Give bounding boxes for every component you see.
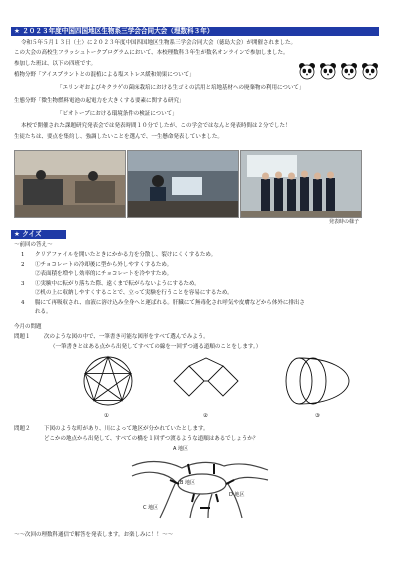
problem1-label: 問題１	[14, 334, 31, 340]
article-line: 生態分野「微生物燃料電池の起電力を大きくする要素に関する研究」	[14, 98, 185, 104]
figure-pentagram	[78, 354, 138, 408]
photo-presentation-3	[240, 150, 362, 218]
figure-diamonds	[171, 356, 241, 406]
photo-presentation-1	[14, 150, 126, 218]
answer-text: ②表面積を増やし効率的にチョコレートを冷やすため。	[35, 271, 173, 277]
answer-number: 2	[21, 262, 25, 268]
map-label-c: C 地区	[143, 505, 159, 511]
problem2-label: 問題２	[14, 426, 31, 432]
answer-number: 4	[21, 300, 25, 306]
today-problem-heading: 今月の問題	[14, 324, 42, 330]
map-label-d: D 地区	[229, 492, 245, 498]
answer-number: 1	[21, 252, 25, 258]
problem1-text: 次のような図の中で、一筆書き可能な図形をすべて選んでみよう。	[44, 334, 209, 340]
panda-icon	[320, 63, 336, 79]
figure-label: ②	[203, 413, 208, 419]
article-line: 本校で開催された課題研究発表会では発表時間１０分でしたが、この学会ではなんと発表時間は２分でした！	[21, 123, 291, 129]
article-line: 「エリンギおよびキクラゲの菌床栽培における生ゴミの活用と培地基材への廃棄物の利用について」	[57, 85, 305, 91]
map-label-b: B 地区	[180, 480, 196, 486]
article-line: 植物分野「アイスプラントとの混植による塩ストレス緩和効果について」	[14, 72, 195, 78]
article-line: この大会の高校生フラッシュトークプログラムにおいて、本校理数科３年生が数名オンラインで参加しました。	[14, 50, 289, 56]
panda-icon	[341, 63, 357, 79]
footer-note: ～～次回の理数科通信で解答を発表します。お楽しみに！！～～	[14, 532, 174, 538]
answer-number: 3	[21, 281, 25, 287]
answer-text: ②机の上に収納しやすくすることで、立って実験を行うことを容易にするため。	[35, 290, 233, 296]
article-line: 生徒たちは、要点を集約し、強調したいことを選んで、一生懸命発表していました。	[14, 134, 223, 140]
article-line: 令和５年５月１３日（土）に２０２３年度中国四国地区生物系三学会合同大会（徳島大会）が開催されました。	[21, 40, 297, 46]
answer-text: ①チョコレートの冷却後に型から外しやすくするため。	[35, 262, 173, 268]
figure-label: ③	[315, 413, 320, 419]
photo-caption: 発表時の様子	[329, 219, 360, 225]
figure-ovals	[283, 354, 351, 408]
map-label-a: A 地区	[173, 446, 189, 452]
section-banner-conference: ★ ２０２３年度中国四国地区生物系三学会合同大会（理数科３年）	[11, 27, 379, 36]
answer-text: ①実験中に転がり落ちた際、遠くまで転がらないようにするため。	[35, 281, 200, 287]
article-line: 参加した班は、以下の四班です。	[14, 61, 97, 67]
panda-icon	[362, 63, 378, 79]
article-line: 「ビオトープにおける環境条件の検証について」	[57, 111, 178, 117]
problem2-text: 下図のような町があり、川によって地区が分かれていたとします。	[44, 426, 209, 432]
previous-answers-heading: ～前回の答え～	[14, 242, 53, 248]
photo-presentation-2	[127, 150, 239, 218]
section-banner-quiz: ★ クイズ	[11, 230, 66, 239]
problem1-note: （一筆書きとはある点から出発してすべての線を一回ずつ通る道順のことをします。）	[50, 344, 262, 350]
panda-icon	[299, 63, 315, 79]
answer-text: れる。	[35, 309, 52, 315]
figure-label: ①	[104, 413, 109, 419]
problem2-text: どこかの地点から出発して、すべての橋を１回ずつ渡るような道順はあるでしょうか？	[44, 436, 259, 442]
answer-text: 腸にて再吸収され、血液に溶け込み全身へと運ばれる。肝臓にて無毒化され呼気や皮膚などから体外に排出さ	[35, 300, 305, 306]
answer-text: クリアファイルを開いたときにかかる力を分散し、裂けにくくするため。	[35, 252, 217, 258]
panda-illustration	[296, 62, 382, 82]
